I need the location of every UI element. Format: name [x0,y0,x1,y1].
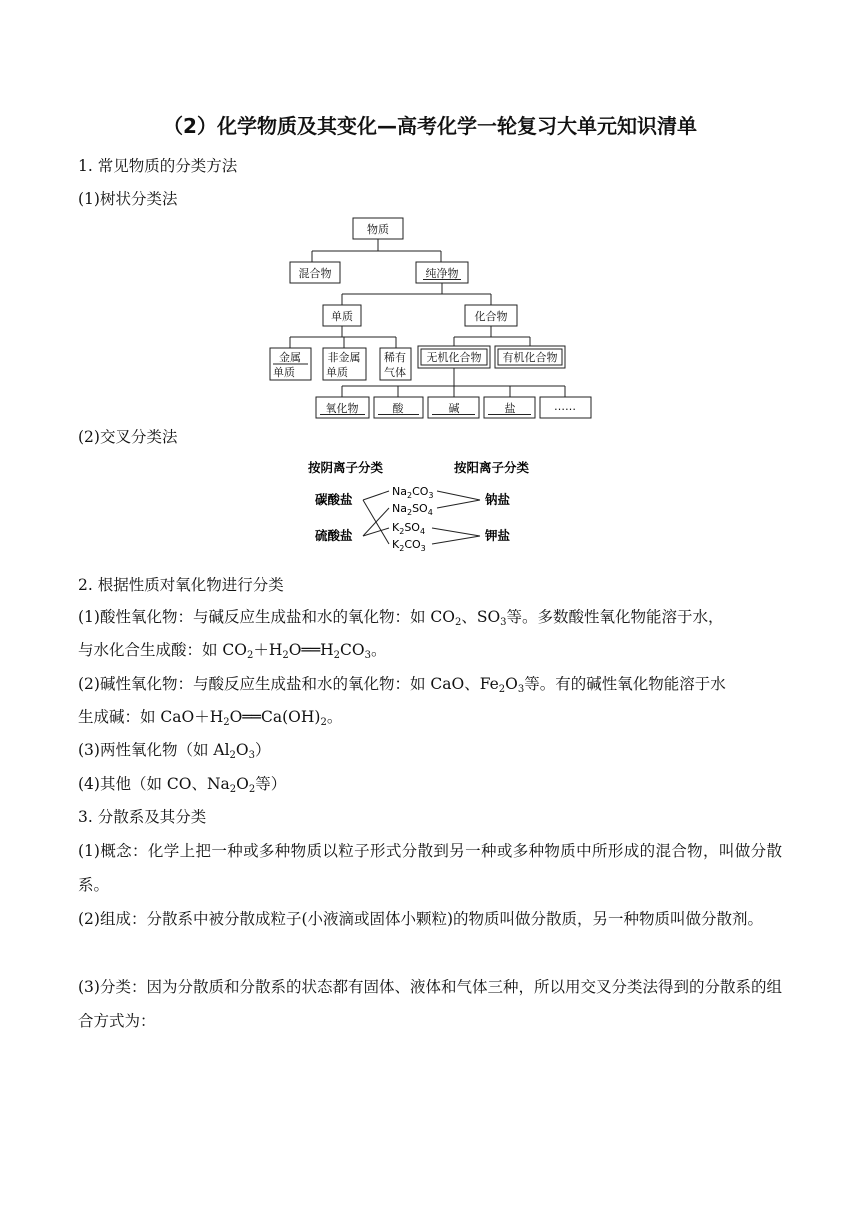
dispersion-classification: (3)分类：因为分散质和分散系的状态都有固体、液体和气体三种，所以用交叉分类法得到的分散系的组合方式为： [78,978,782,1030]
section-1-heading: 1. 常见物质的分类方法 [78,157,238,175]
sulfate-label: 硫酸盐 [315,528,353,543]
anion-header: 按阴离子分类 [308,460,384,475]
dispersion-concept: (1)概念：化学上把一种或多种物质以粒子形式分散到另一种或多种物质中所形成的混合物，叫做分散系。 [78,842,782,894]
node-salt-label: 盐 [504,402,516,415]
basic-oxide-line-2: 生成碱：如 $CaO+H_2O══Ca(OH)_2$。 [78,708,343,728]
node-metal-label-1: 金属 [279,351,301,364]
carbonate-label: 碳酸盐 [315,492,353,507]
cation-header: 按阳离子分类 [454,460,530,475]
node-mixture-label: 混合物 [298,267,332,280]
compound-na2so4: $Na_2SO_4$ [392,502,433,517]
compound-k2co3: $K_2CO_3$ [392,538,426,553]
node-metal-label-2: 单质 [273,366,295,379]
node-nonmetal-label-1: 非金属 [327,351,361,364]
node-etc-label: …… [554,400,576,413]
node-inorganic-label: 无机化合物 [426,351,482,364]
cross-classification-label: (2)交叉分类法 [78,428,178,446]
node-organic-label: 有机化合物 [502,351,558,364]
section-3-heading: 3. 分散系及其分类 [78,808,207,826]
potassium-salt-label: 钾盐 [485,528,511,543]
node-nonmetal-label-2: 单质 [326,366,348,379]
other-oxide: (4)其他（如 CO、$Na_2O_2$等） [78,775,287,795]
node-base-label: 碱 [448,402,460,415]
page-title: （2）化学物质及其变化—高考化学一轮复习大单元知识清单 [163,114,697,138]
basic-oxide-line-1: (2)碱性氧化物：与酸反应生成盐和水的氧化物：如 CaO、$Fe_2O_3$等。有的碱性氧化物能溶于水 [78,675,726,695]
acidic-oxide-line-1: (1)酸性氧化物：与碱反应生成盐和水的氧化物：如 $CO_2$、$SO_3$等。多数酸性氧化物能溶于水， [78,608,724,628]
section-2-heading: 2. 根据性质对氧化物进行分类 [78,576,284,594]
node-compound-label: 化合物 [474,310,508,323]
tree-classification-diagram [260,214,600,422]
amphoteric-oxide: (3)两性氧化物（如 $Al_2O_3$） [78,741,271,761]
node-pure-substance-label: 纯净物 [425,267,459,280]
tree-classification-label: (1)树状分类法 [78,190,178,208]
node-acid-label: 酸 [392,402,404,415]
node-noble-gas-label-2: 气体 [384,366,406,379]
node-element-label: 单质 [331,310,353,323]
node-oxide-label: 氧化物 [325,402,359,415]
node-substance-label: 物质 [367,223,389,236]
sodium-salt-label: 钠盐 [485,492,511,507]
compound-k2so4: $K_2SO_4$ [392,521,426,536]
cross-classification-diagram [300,458,560,558]
node-noble-gas-label-1: 稀有 [384,351,406,364]
dispersion-composition: (2)组成：分散系中被分散成粒子(小液滴或固体小颗粒)的物质叫做分散质，另一种物质叫做分散剂。 [78,910,764,928]
compound-na2co3: $Na_2CO_3$ [392,485,434,500]
acidic-oxide-line-2: 与水化合生成酸：如 $CO_2+H_2O══H_2CO_3$。 [78,641,387,661]
